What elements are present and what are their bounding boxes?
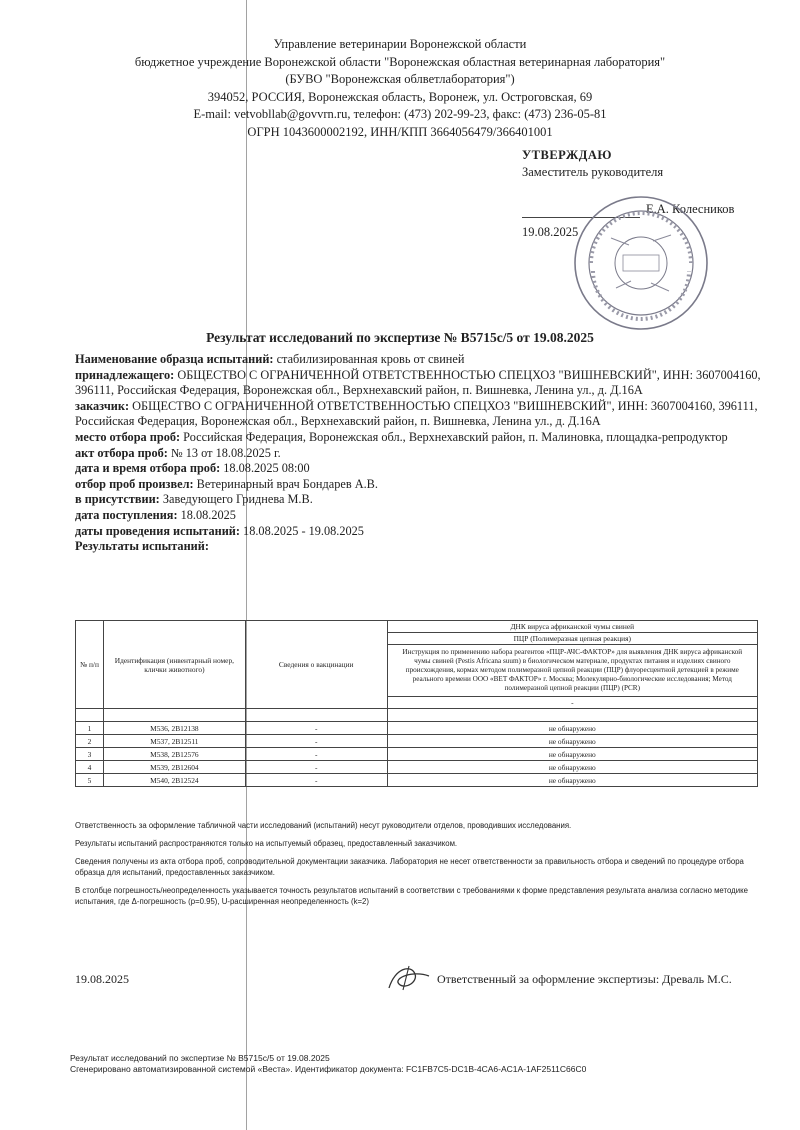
field-sampling-act: акт отбора проб: № 13 от 18.08.2025 г. (75, 445, 281, 460)
bottom-line-2: Сгенерировано автоматизированной системой «Веста». Идентификатор документа: FC1FB7C5-DC1B-4CA6-AC1A-1AF2511C66C0 (70, 1064, 587, 1074)
notes-block (75, 820, 775, 914)
organization-header (0, 36, 800, 141)
table-spacer-row (76, 709, 758, 722)
header-method-short: ПЦР (Полимеразная цепная реакция) (387, 633, 757, 645)
approval-position: Заместитель руководителя (522, 165, 664, 179)
document-title: Результат исследований по экспертизе № В5715с/5 от 19.08.2025 (206, 330, 594, 345)
note-accuracy: В столбце погрешность/неопределенность указывается точность результатов испытаний в соответствии с требованиями к форме представления результата анализа согласно методике испытания, где Δ-погрешность (р=0.95), U-расширенная неопределенность (k=2) (75, 886, 748, 906)
sample-fields (75, 352, 765, 555)
responsible-text: Ответственный за оформление экспертизы: Древаль М.С. (437, 972, 732, 986)
field-sample-name: Наименование образца испытаний: стабилизированная кровь от свиней (75, 352, 465, 366)
results-table (75, 620, 758, 787)
note-source: Сведения получены из акта отбора проб, сопроводительной документации заказчика. Лаборатория не несет ответственности за правильность отбора и сведений по процедуре отбора образца для испытаний, предоставленных заказчиком. (75, 857, 744, 877)
header-line-1: Управление ветеринарии Воронежской области (273, 37, 527, 51)
approval-signer: Е.А. Колесников (646, 202, 735, 216)
scan-line-artifact (246, 0, 247, 1130)
footer-date: 19.08.2025 (75, 972, 129, 986)
signature-icon (385, 962, 435, 994)
table-row: 2 М537, 2В12511 - не обнаружено (76, 735, 758, 748)
header-line-6: ОГРН 1043600002192, ИНН/КПП 3664056479/366401001 (247, 124, 553, 139)
field-sampling-place: место отбора проб: Российская Федерация, Воронежская обл., Верхнехавский район, п. Малиновка, площадка-репродуктор (75, 429, 728, 444)
field-customer: заказчик: ОБЩЕСТВО С ОГРАНИЧЕННОЙ ОТВЕТСТВЕННОСТЬЮ СПЕЦХОЗ "ВИШНЕВСКИЙ", ИНН: 3607004160, 396111, Российская Федерация, Воронежская обл., Верхнехавский район, п. Вишневка, Ленина ул., д. Д.16А (75, 398, 758, 429)
note-responsibility: Ответственность за оформление табличной части исследований (испытаний) несут руководители отделов, проводивших исследования. (75, 821, 572, 830)
header-identification: Идентификация (инвентарный номер, клички животного) (103, 621, 245, 709)
field-sampling-datetime: дата и время отбора проб: 18.08.2025 08:00 (75, 461, 310, 476)
field-owner: принадлежащего: ОБЩЕСТВО С ОГРАНИЧЕННОЙ ОТВЕТСТВЕННОСТЬЮ СПЕЦХОЗ "ВИШНЕВСКИЙ", ИНН: 3607004160, 396111, Российская Федерация, Воронежская обл., Верхнехавский район, п. Вишневка, Ленина ул., д. Д.16А (75, 367, 761, 398)
field-presence: в присутствии: Заведующего Гриднева М.В. (75, 492, 313, 507)
responsible-block (385, 962, 785, 992)
table-row: 1 М536, 2В12138 - не обнаружено (76, 722, 758, 735)
header-method-full: Инструкция по применению набора реагентов «ПЦР-АЧС-ФАКТОР» для выявления ДНК вируса африканской чумы свиней (Pestis Africana suum) в биологическом материале, продуктах питания и изделиях свиного происхождения, кормах методом полимеразной цепной реакции (ПЦР) флуоресцентной детекцией в режиме реального времени ООО «ВЕТ ФАКТОР» г. Москва; Молекулярно-биологические исследования; Метод полимеразной цепной реакции (ПЦР) (PCR) (387, 645, 757, 697)
table-row: 5 М540, 2В12524 - не обнаружено (76, 774, 758, 787)
header-dash: - (387, 697, 757, 709)
approval-date: 19.08.2025 (522, 225, 579, 239)
stamp-seal-icon (571, 193, 711, 333)
header-line-5: E-mail: vetvobllab@govvrn.ru, телефон: (473) 202-99-23, факс: (473) 236-05-81 (193, 107, 607, 121)
header-test-name: ДНК вируса африканской чумы свиней (387, 621, 757, 633)
table-row: 4 М539, 2В12604 - не обнаружено (76, 761, 758, 774)
field-receipt-date: дата поступления: 18.08.2025 (75, 507, 236, 522)
field-test-dates: даты проведения испытаний: 18.08.2025 - 19.08.2025 (75, 523, 364, 538)
header-line-2: бюджетное учреждение Воронежской области "Воронежская областная ветеринарная лаборатория" (134, 54, 666, 69)
table-row: 3 М538, 2В12576 - не обнаружено (76, 748, 758, 761)
header-line-4: 394052, РОССИЯ, Воронежская область, Воронеж, ул. Остроговская, 69 (207, 89, 593, 104)
header-line-3: (БУВО "Воронежская облветлаборатория") (285, 72, 515, 86)
field-sampled-by: отбор проб произвел: Ветеринарный врач Бондарев А.В. (75, 476, 378, 491)
bottom-footer (70, 1053, 586, 1075)
note-scope: Результаты испытаний распространяются только на испытуемый образец, предоставленный заказчиком. (75, 839, 458, 848)
field-results-heading: Результаты испытаний: (75, 539, 209, 554)
header-number: № п/п (76, 621, 104, 709)
bottom-line-1: Результат исследований по экспертизе № В5715с/5 от 19.08.2025 (70, 1053, 330, 1063)
header-vaccination: Сведения о вакцинации (245, 621, 387, 709)
approval-heading: УТВЕРЖДАЮ (522, 148, 612, 162)
